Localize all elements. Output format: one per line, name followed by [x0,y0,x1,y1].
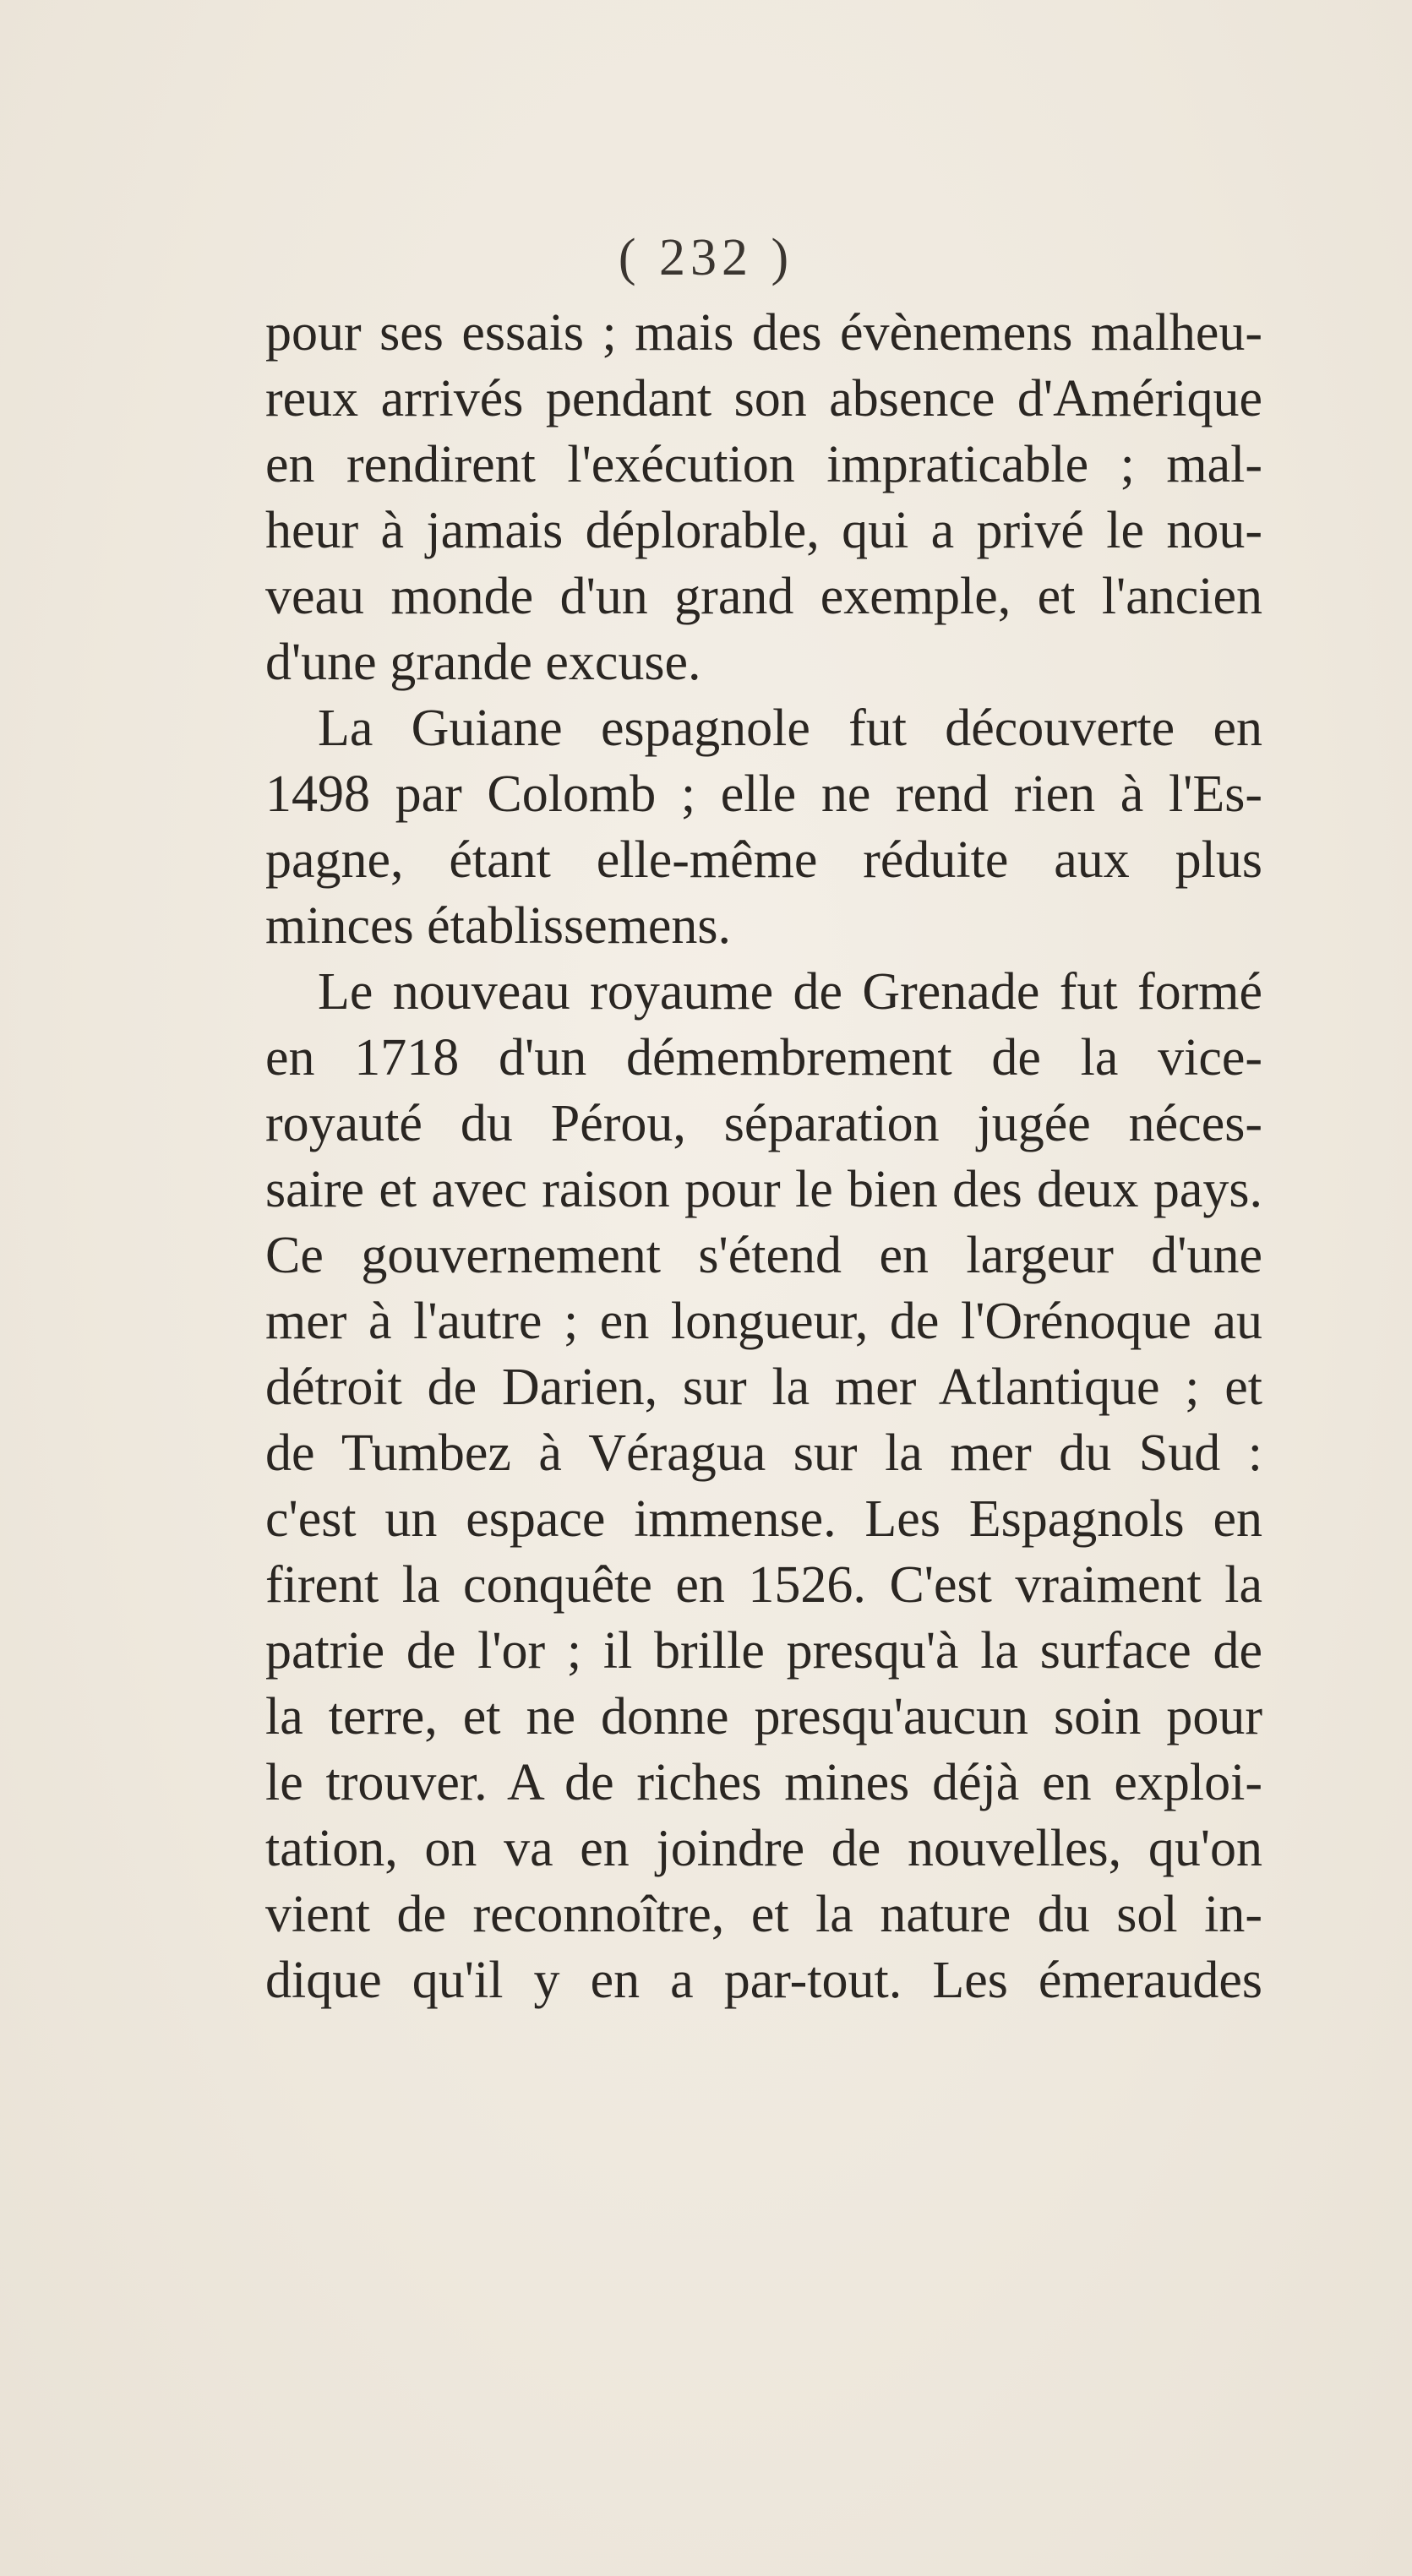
text-line: tation, on va en joindre de nouvelles, qu'on [265,1820,1262,1877]
text-line: la terre, et ne donne presqu'aucun soin pour [265,1688,1262,1745]
text-line: minces établissemens. [265,897,731,955]
text-line: mer à l'autre ; en longueur, de l'Orénoque au [265,1293,1262,1350]
text-line: de Tumbez à Véragua sur la mer du Sud : [265,1424,1262,1482]
text-line: en 1718 d'un démembrement de la vice- [265,1029,1262,1086]
page-number: ( 232 ) [618,229,794,286]
text-line: 1498 par Colomb ; elle ne rend rien à l'Es- [265,765,1262,823]
text-line: saire et avec raison pour le bien des deux pays. [265,1161,1262,1218]
text-line: veau monde d'un grand exemple, et l'ancien [265,568,1262,625]
text-line: heur à jamais déplorable, qui a privé le nou- [265,502,1262,559]
text-line: en rendirent l'exécution impraticable ; mal- [265,436,1262,493]
text-line: pagne, étant elle-même réduite aux plus [265,831,1262,889]
text-line: firent la conquête en 1526. C'est vraiment la [265,1556,1262,1614]
text-line: détroit de Darien, sur la mer Atlantique ; et [265,1359,1262,1416]
text-line: c'est un espace immense. Les Espagnols en [265,1490,1262,1548]
text-line: reux arrivés pendant son absence d'Amérique [265,370,1262,428]
text-line: dique qu'il y en a par-tout. Les émeraudes [265,1952,1262,2009]
body-text [265,300,1262,2013]
text-line: pour ses essais ; mais des évènemens malheu- [265,304,1262,362]
text-line: patrie de l'or ; il brille presqu'à la surface de [265,1622,1262,1680]
text-line: d'une grande excuse. [265,634,701,691]
text-line: royauté du Pérou, séparation jugée néces- [265,1095,1262,1152]
text-line: Le nouveau royaume de Grenade fut formé [318,963,1262,1021]
text-line: vient de reconnoître, et la nature du sol in- [265,1886,1262,1943]
text-line: le trouver. A de riches mines déjà en exploi- [265,1754,1262,1811]
text-line: La Guiane espagnole fut découverte en [318,700,1262,757]
text-line: Ce gouvernement s'étend en largeur d'une [265,1227,1262,1284]
